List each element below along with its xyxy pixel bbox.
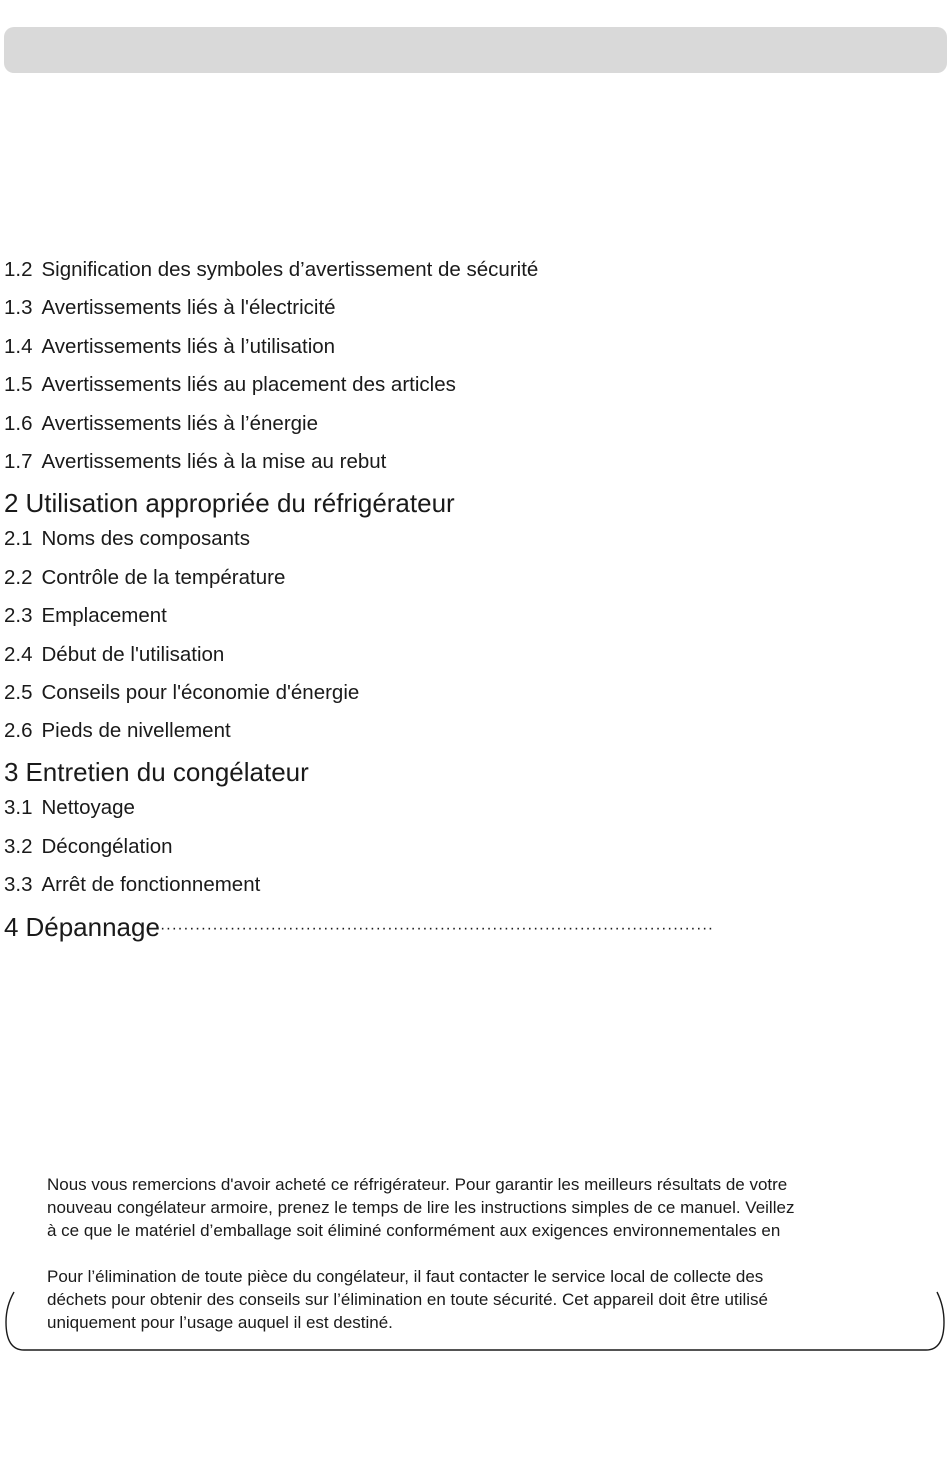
toc-title: Avertissements liés à l’énergie	[41, 412, 318, 435]
intro-text	[47, 1173, 907, 1334]
toc-title: Signification des symboles d’avertissement de sécurité	[41, 258, 539, 281]
text-line: déchets pour obtenir des conseils sur l’élimination en toute sécurité. Cet appareil doit être utilisé	[47, 1290, 769, 1309]
toc-number: 2.6	[4, 719, 33, 742]
toc-title: Entretien du congélateur	[25, 757, 309, 787]
toc-number: 1.5	[4, 373, 33, 396]
toc-title: Nettoyage	[41, 796, 135, 819]
text-line: nouveau congélateur armoire, prenez le temps de lire les instructions simples de ce manuel. Veillez	[47, 1198, 795, 1217]
toc-entry	[4, 643, 224, 667]
toc-entry	[4, 527, 250, 551]
toc-number: 1.6	[4, 412, 33, 435]
toc-entry	[4, 796, 135, 820]
toc-title: Pieds de nivellement	[41, 719, 231, 742]
toc-title: Avertissements liés à l'électricité	[41, 296, 336, 319]
toc-number: 2.2	[4, 566, 33, 589]
toc-title: Arrêt de fonctionnement	[41, 873, 261, 896]
text-line: à ce que le matériel d’emballage soit éliminé conformément aux exigences environnementales en	[47, 1221, 781, 1240]
toc-number: 3.3	[4, 873, 33, 896]
toc-entry	[4, 373, 456, 397]
toc-title: Début de l'utilisation	[41, 643, 225, 666]
header-bar	[4, 27, 947, 73]
toc-number: 3	[4, 757, 19, 787]
toc-number: 3.2	[4, 835, 33, 858]
toc-title: Dépannage	[25, 912, 160, 942]
toc-chapter	[4, 912, 714, 947]
toc-entry	[4, 835, 173, 859]
toc-number: 2.1	[4, 527, 33, 550]
toc-title: Noms des composants	[41, 527, 251, 550]
toc-entry	[4, 450, 386, 474]
toc-title: Avertissements liés à la mise au rebut	[41, 450, 387, 473]
toc-entry	[4, 873, 260, 897]
toc-entry	[4, 566, 285, 590]
toc-number: 1.7	[4, 450, 33, 473]
toc-number: 2.5	[4, 681, 33, 704]
toc-number: 1.2	[4, 258, 33, 281]
text-line: Nous vous remercions d'avoir acheté ce réfrigérateur. Pour garantir les meilleurs résultats de votre	[47, 1175, 788, 1194]
toc-title: Emplacement	[41, 604, 167, 627]
text-line: Pour l’élimination de toute pièce du congélateur, il faut contacter le service local de collecte des	[47, 1267, 764, 1286]
toc-entry	[4, 296, 336, 320]
toc-entry	[4, 681, 359, 705]
toc-chapter	[4, 757, 309, 787]
toc-title: Décongélation	[41, 835, 173, 858]
toc-chapter	[4, 488, 455, 518]
toc-entry	[4, 604, 167, 628]
toc-entry	[4, 719, 231, 743]
toc-number: 2.3	[4, 604, 33, 627]
toc-entry	[4, 258, 538, 282]
intro-paragraph-1	[47, 1173, 907, 1242]
toc-title: Avertissements liés au placement des articles	[41, 373, 456, 396]
toc-number: 2	[4, 488, 19, 518]
toc-number: 3.1	[4, 796, 33, 819]
toc-title: Utilisation appropriée du réfrigérateur	[25, 488, 455, 518]
toc-entry	[4, 412, 318, 436]
toc-number: 2.4	[4, 643, 33, 666]
toc-number: 4	[4, 912, 19, 942]
toc-title: Conseils pour l'économie d'énergie	[41, 681, 360, 704]
intro-paragraph-2	[47, 1265, 907, 1334]
text-line: uniquement pour l’usage auquel il est destiné.	[47, 1313, 393, 1332]
toc-title: Avertissements liés à l’utilisation	[41, 335, 336, 358]
toc-number: 1.4	[4, 335, 33, 358]
toc-entry	[4, 335, 335, 359]
toc-title: Contrôle de la température	[41, 566, 286, 589]
toc-number: 1.3	[4, 296, 33, 319]
toc-dot-leader: ·······························································································	[159, 920, 714, 937]
